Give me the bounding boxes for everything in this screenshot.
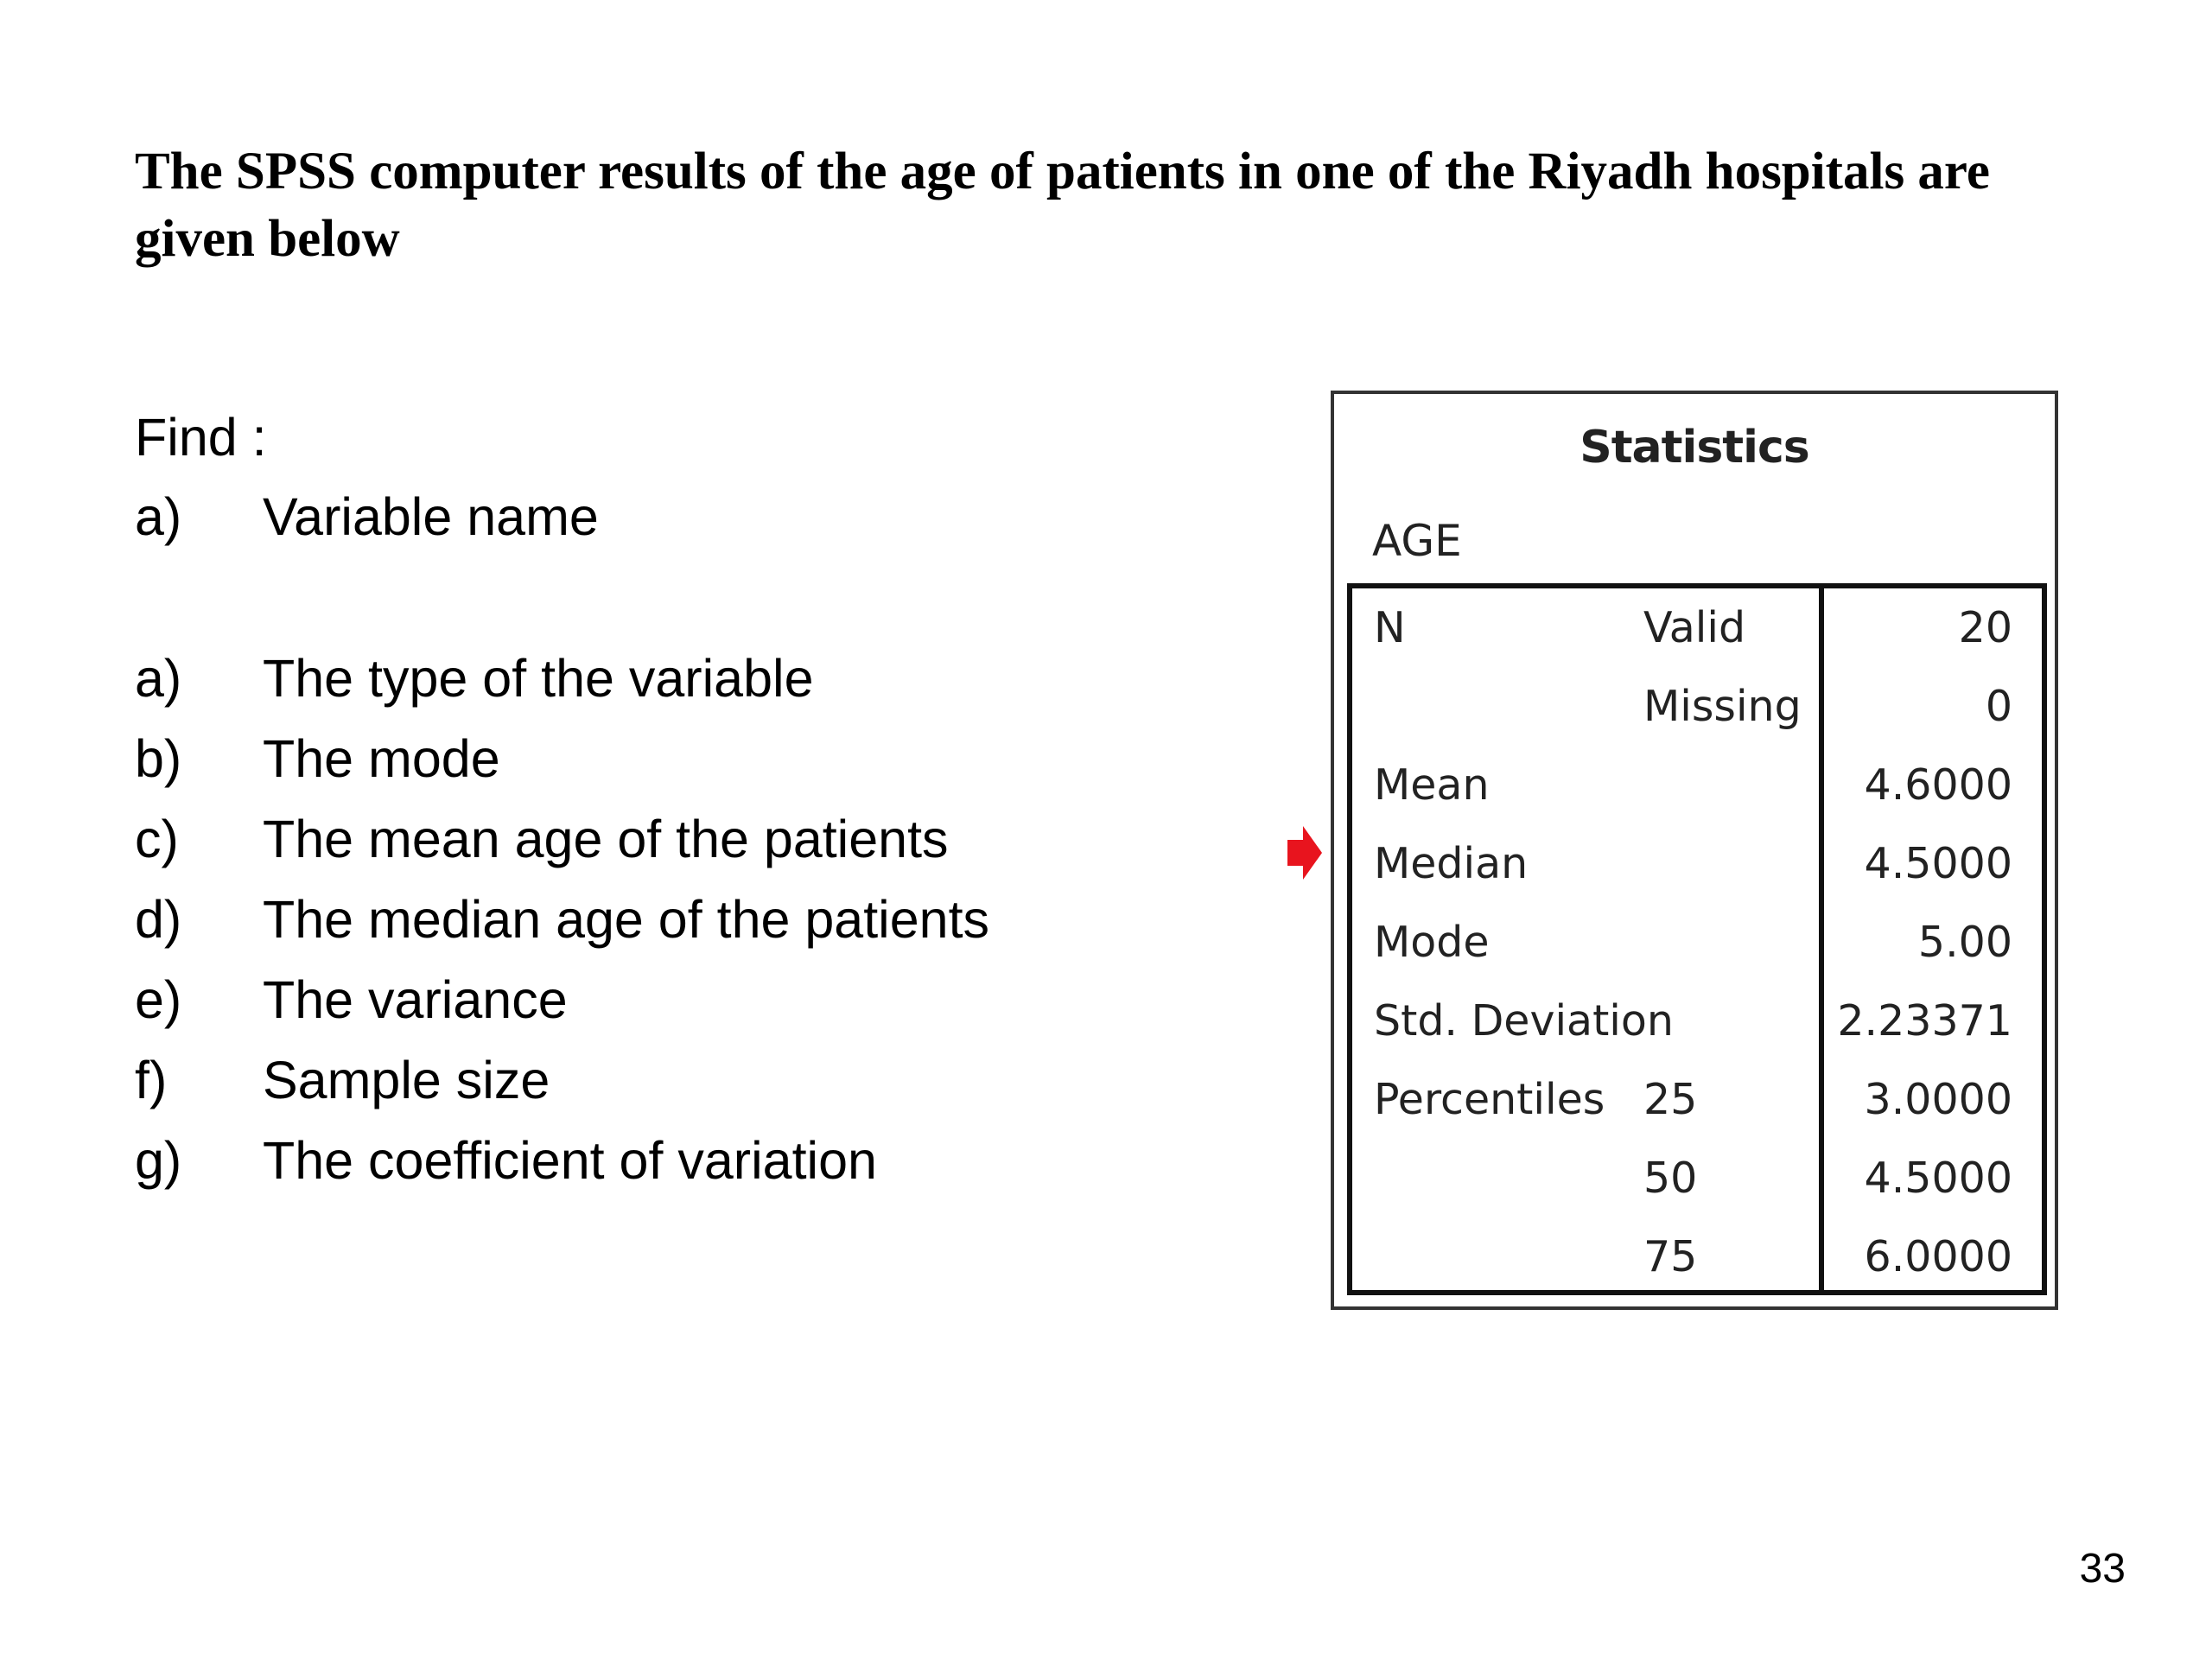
question-letter: g): [135, 1131, 182, 1190]
table-row: [1352, 824, 2042, 903]
question-letter: a): [135, 649, 182, 708]
question-letter: a): [135, 487, 182, 546]
question-text: The mean age of the patients: [263, 810, 949, 868]
row-sublabel: 25: [1643, 1075, 1698, 1124]
question-text: The mode: [263, 729, 500, 788]
statistics-variable-name: AGE: [1372, 516, 1462, 566]
row-value: 5.00: [1917, 918, 2012, 967]
row-value: 2.23371: [1837, 996, 2012, 1046]
question-letter: f): [135, 1051, 168, 1109]
question-letter: e): [135, 970, 182, 1029]
statistics-title: Statistics: [1580, 422, 1809, 474]
question-text: The median age of the patients: [263, 890, 990, 949]
row-value: 0: [1985, 682, 2012, 731]
question-letter: d): [135, 890, 182, 949]
question-letter: c): [135, 810, 179, 868]
row-label: Std. Deviation: [1374, 996, 1674, 1046]
question-text: Sample size: [263, 1051, 550, 1109]
table-row: [1352, 588, 2042, 667]
table-row: [1352, 903, 2042, 982]
question-text: Variable name: [263, 487, 599, 546]
question-text: The type of the variable: [263, 649, 814, 708]
page-number: 33: [2079, 1546, 2126, 1592]
pointer-arrow-icon: [1286, 824, 1324, 881]
row-value: 4.5000: [1864, 839, 2012, 888]
row-value: 4.5000: [1864, 1154, 2012, 1203]
question-text: The variance: [263, 970, 568, 1029]
row-label: Mean: [1374, 760, 1490, 810]
question-text: The coefficient of variation: [263, 1131, 877, 1190]
statistics-table: [1347, 583, 2047, 1295]
row-value: 6.0000: [1864, 1232, 2012, 1281]
row-label: Mode: [1374, 918, 1490, 967]
row-sublabel: 75: [1643, 1232, 1698, 1281]
spss-statistics-output: [1331, 391, 2058, 1310]
table-row: [1352, 1139, 2042, 1217]
slide-title: The SPSS computer results of the age of patients in one of the Riyadh hospitals are given below: [135, 143, 1990, 268]
row-value: 4.6000: [1864, 760, 2012, 810]
row-label: N: [1374, 603, 1406, 652]
row-value: 3.0000: [1864, 1075, 2012, 1124]
row-sublabel: 50: [1643, 1154, 1698, 1203]
row-label: Percentiles: [1374, 1075, 1605, 1124]
table-row: [1352, 667, 2042, 746]
row-label: Median: [1374, 839, 1529, 888]
find-label: Find :: [135, 408, 267, 467]
row-value: 20: [1958, 603, 2012, 652]
table-row: [1352, 1060, 2042, 1139]
table-row: [1352, 982, 2042, 1060]
table-row: [1352, 746, 2042, 824]
row-sublabel: Valid: [1643, 603, 1746, 652]
row-sublabel: Missing: [1643, 682, 1802, 731]
table-row: [1352, 1217, 2042, 1296]
question-letter: b): [135, 729, 182, 788]
